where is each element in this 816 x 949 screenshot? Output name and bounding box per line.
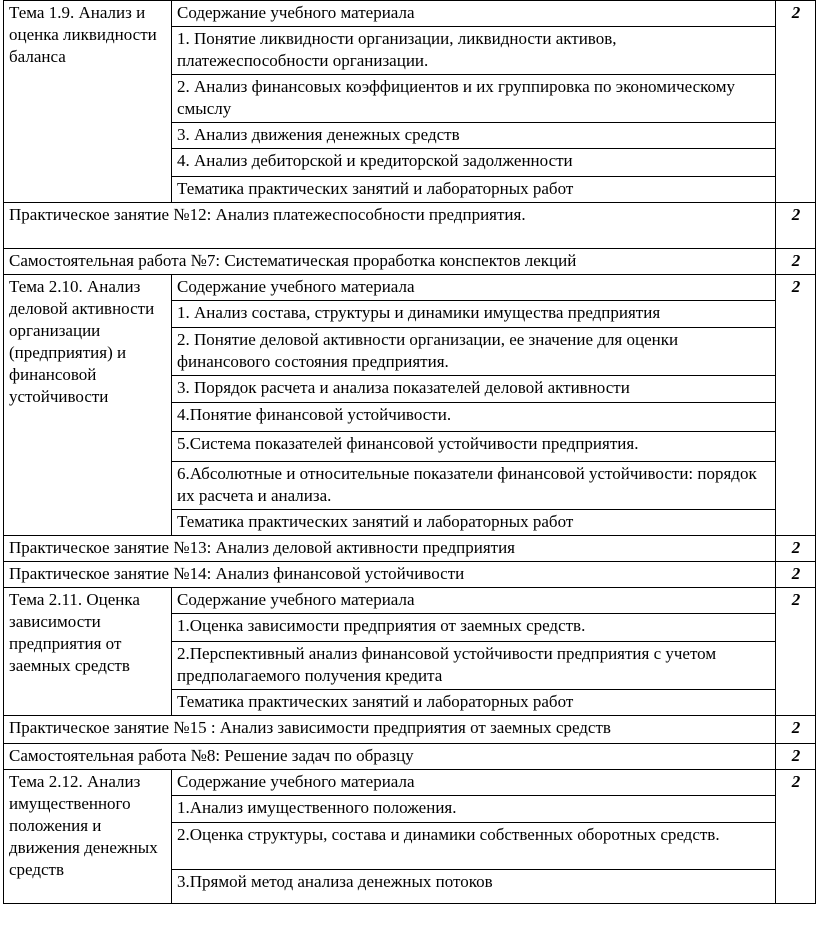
hours-cell: 2: [776, 1, 816, 203]
content-item: 3. Порядок расчета и анализа показателей деловой активности: [172, 376, 776, 403]
topic-title: Тема 2.11. Оценка зависимости предприятия от заемных средств: [4, 588, 172, 716]
content-item: 2.Перспективный анализ финансовой устойчивости предприятия с учетом предполагаемого получения кредита: [172, 642, 776, 690]
practice-topics-header: Тематика практических занятий и лабораторных работ: [172, 690, 776, 716]
curriculum-table: [3, 0, 816, 904]
topic-title: Тема 2.12. Анализ имущественного положения и движения денежных средств: [4, 770, 172, 904]
content-item: 1. Понятие ликвидности организации, ликвидности активов, платежеспособности организации.: [172, 27, 776, 75]
hours-cell: 2: [776, 275, 816, 536]
content-item: 3.Прямой метод анализа денежных потоков: [172, 870, 776, 904]
practice-topics-header: Тематика практических занятий и лабораторных работ: [172, 177, 776, 203]
practice-topics-header: Тематика практических занятий и лабораторных работ: [172, 510, 776, 536]
content-item: 4.Понятие финансовой устойчивости.: [172, 403, 776, 432]
hours-cell: 2: [776, 562, 816, 588]
self-study-row: Самостоятельная работа №7: Систематическая проработка конспектов лекций: [4, 249, 776, 275]
practice-row: Практическое занятие №13: Анализ деловой активности предприятия: [4, 536, 776, 562]
content-item: 1.Анализ имущественного положения.: [172, 796, 776, 823]
content-item: 1.Оценка зависимости предприятия от заемных средств.: [172, 614, 776, 642]
content-item: 1. Анализ состава, структуры и динамики имущества предприятия: [172, 301, 776, 328]
content-item: 2. Понятие деловой активности организации, ее значение для оценки финансового состояния предприятия.: [172, 328, 776, 376]
content-item: 2. Анализ финансовых коэффициентов и их группировка по экономическому смыслу: [172, 75, 776, 123]
practice-row: Практическое занятие №14: Анализ финансовой устойчивости: [4, 562, 776, 588]
hours-cell: 2: [776, 770, 816, 904]
content-item: 3. Анализ движения денежных средств: [172, 123, 776, 149]
content-item: 4. Анализ дебиторской и кредиторской задолженности: [172, 149, 776, 177]
hours-cell: 2: [776, 588, 816, 716]
content-header: Содержание учебного материала: [172, 770, 776, 796]
self-study-row: Самостоятельная работа №8: Решение задач по образцу: [4, 744, 776, 770]
hours-cell: 2: [776, 249, 816, 275]
content-item: 5.Система показателей финансовой устойчивости предприятия.: [172, 432, 776, 462]
hours-cell: 2: [776, 536, 816, 562]
practice-row: Практическое занятие №12: Анализ платежеспособности предприятия.: [4, 203, 776, 249]
content-header: Содержание учебного материала: [172, 588, 776, 614]
hours-cell: 2: [776, 716, 816, 744]
topic-title: Тема 2.10. Анализ деловой активности организации (предприятия) и финансовой устойчивости: [4, 275, 172, 536]
content-item: 2.Оценка структуры, состава и динамики собственных оборотных средств.: [172, 823, 776, 870]
hours-cell: 2: [776, 744, 816, 770]
content-header: Содержание учебного материала: [172, 1, 776, 27]
content-header: Содержание учебного материала: [172, 275, 776, 301]
hours-cell: 2: [776, 203, 816, 249]
practice-row: Практическое занятие №15 : Анализ зависимости предприятия от заемных средств: [4, 716, 776, 744]
content-item: 6.Абсолютные и относительные показатели финансовой устойчивости: порядок их расчета и анализа.: [172, 462, 776, 510]
topic-title: Тема 1.9. Анализ и оценка ликвидности баланса: [4, 1, 172, 203]
